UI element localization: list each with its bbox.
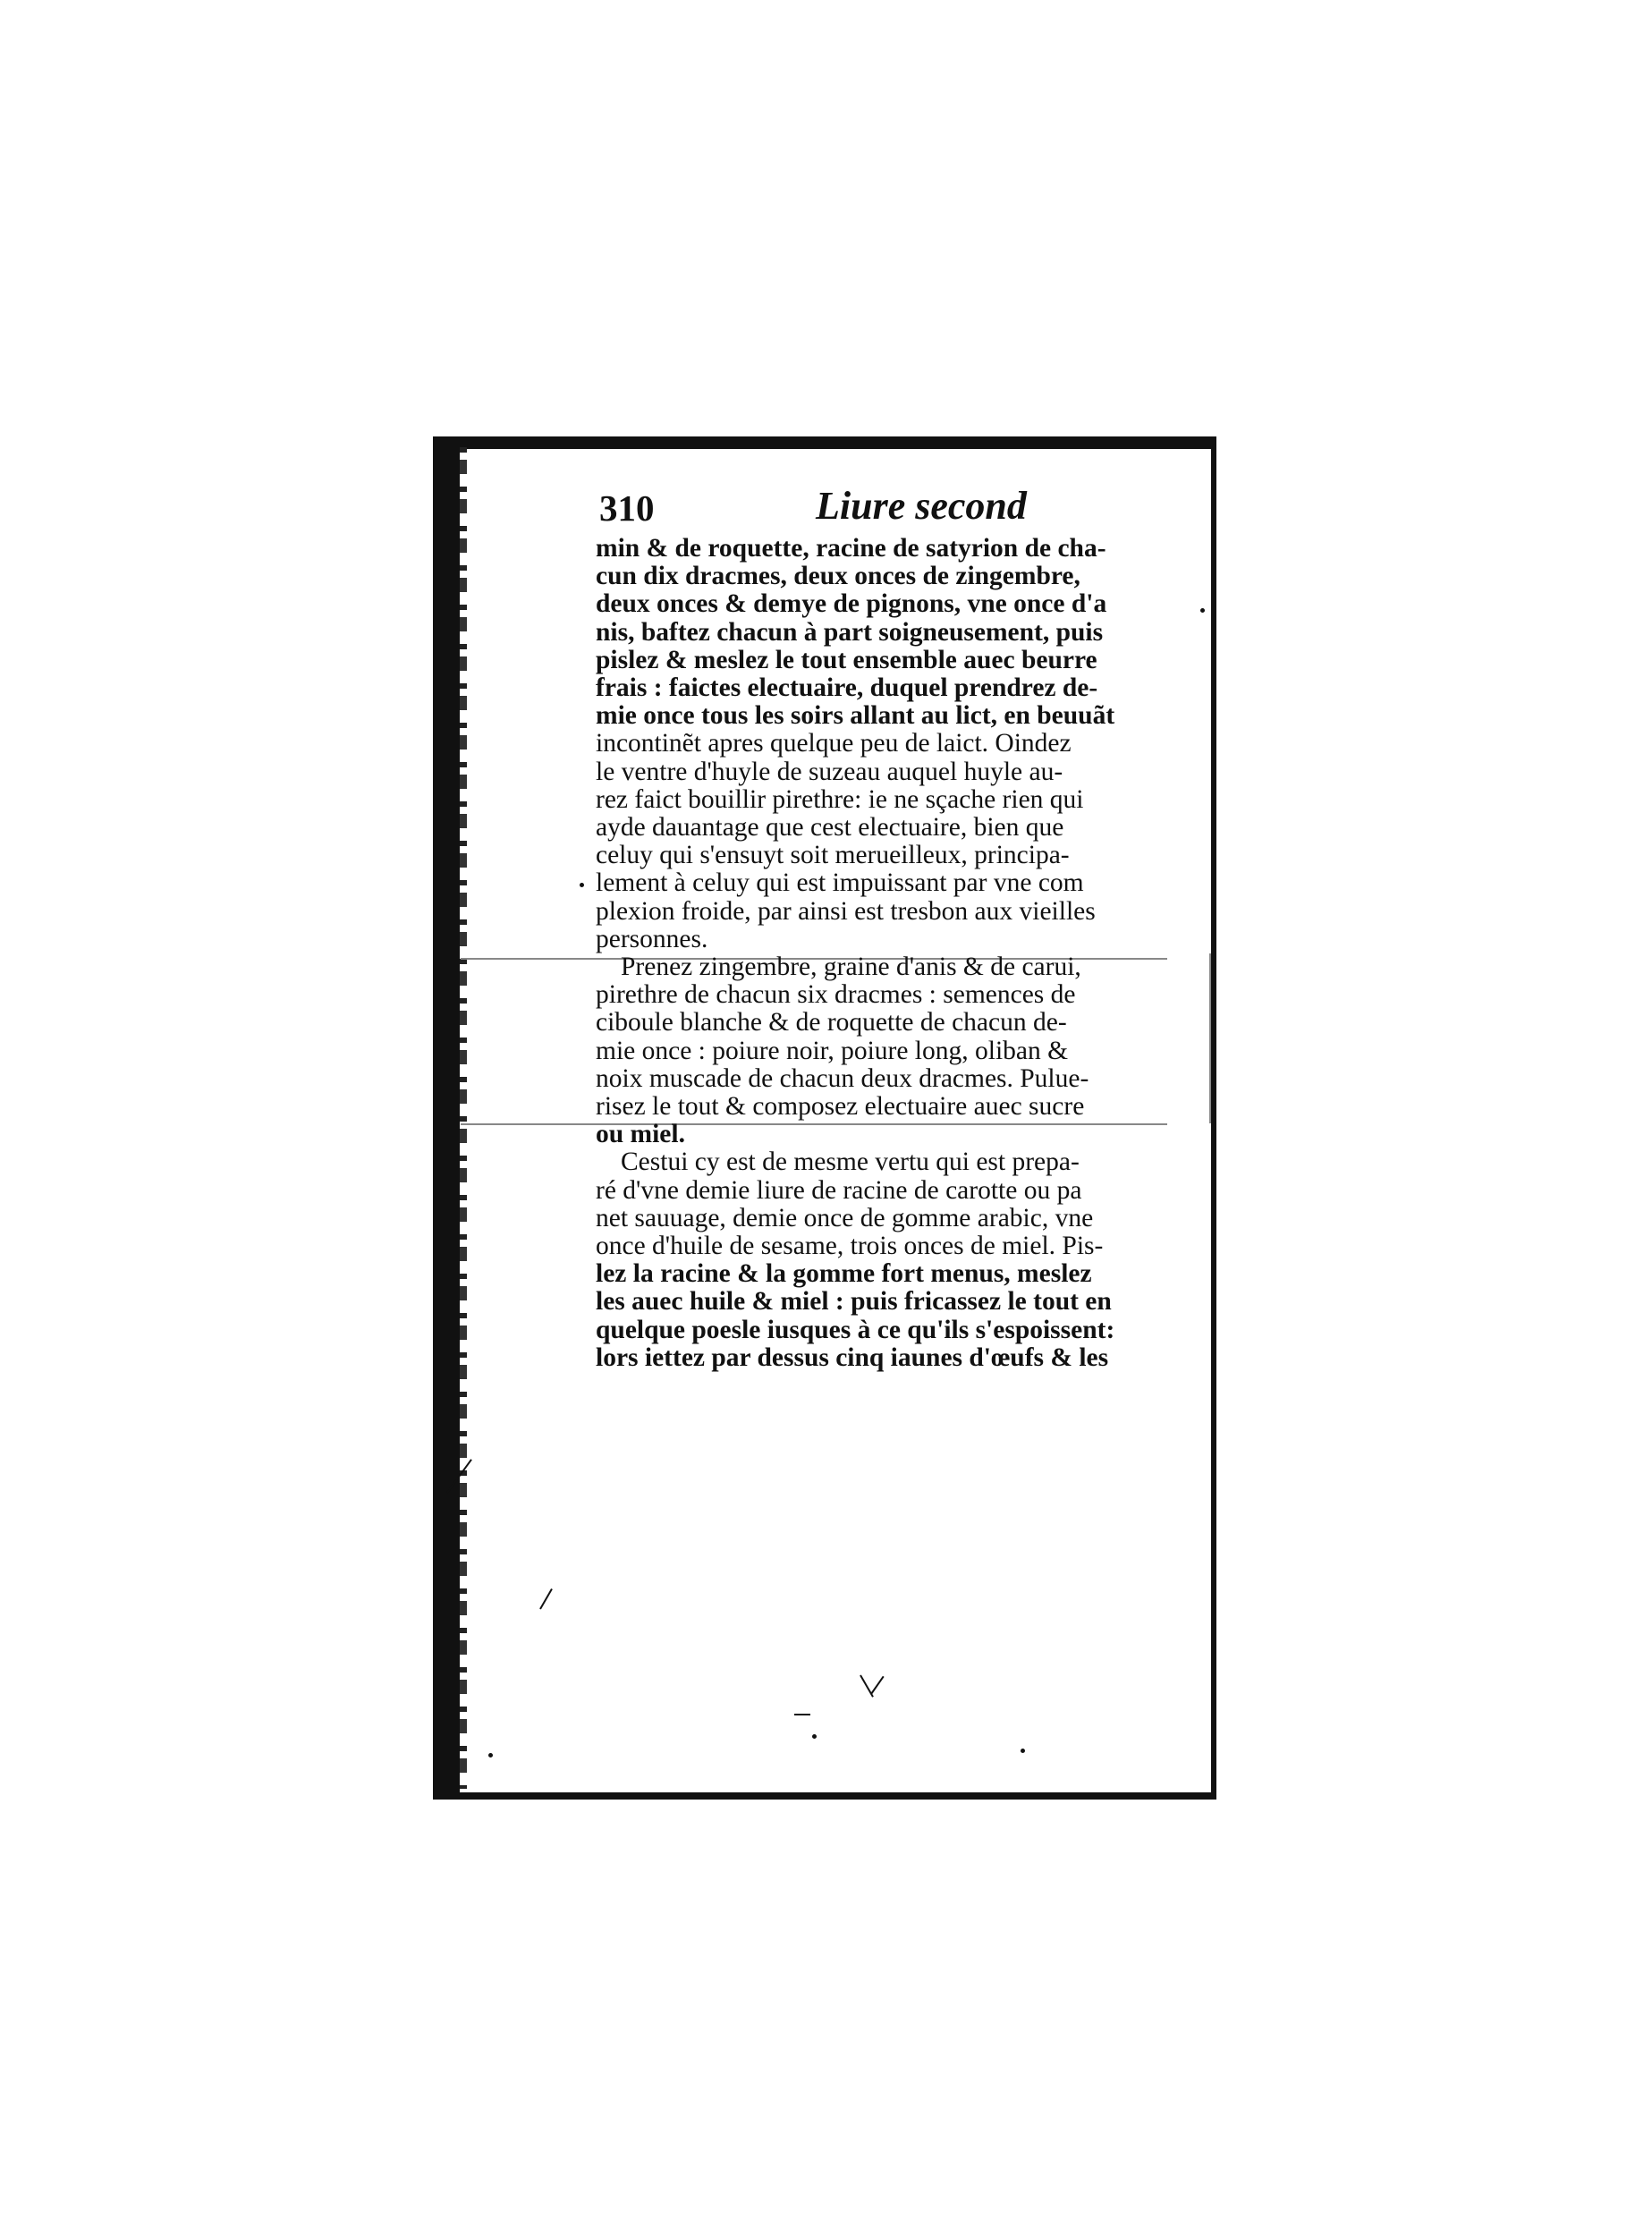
text-line: Cestui cy est de mesme vertu qui est prepa-: [621, 1148, 1080, 1177]
text-line: lez la racine & la gomme fort menus, meslez: [596, 1259, 1092, 1289]
text-line: Prenez zingembre, graine d'anis & de carui,: [621, 953, 1081, 982]
text-line: frais : faictes electuaire, duquel prendrez de-: [596, 673, 1098, 703]
text-line: nis, baftez chacun à part soigneusement, puis: [596, 617, 1104, 647]
page-text: [596, 483, 1177, 1372]
text-line: incontinẽt apres quelque peu de laict. Oindez: [596, 729, 1072, 758]
text-line: lement à celuy qui est impuissant par vne com: [596, 868, 1084, 898]
text-line: le ventre d'huyle de suzeau auquel huyle au-: [596, 757, 1063, 786]
page-bottom-edge: [433, 1792, 1216, 1800]
page-binding-shadow: [460, 447, 467, 1789]
text-line: deux onces & demye de pignons, vne once d'a: [596, 589, 1107, 619]
text-line: les auec huile & miel : puis fricassez le tout en: [596, 1287, 1112, 1317]
text-line: mie once tous les soirs allant au lict, en beuuãt: [596, 701, 1115, 731]
text-line: pislez & meslez le tout ensemble auec beurre: [596, 645, 1097, 674]
text-line: min & de roquette, racine de satyrion de cha-: [596, 534, 1106, 563]
running-head: [596, 483, 1177, 535]
text-line: personnes.: [596, 924, 708, 953]
page-right-edge: [1211, 436, 1216, 1800]
text-line: celuy qui s'ensuyt soit merueilleux, principa-: [596, 841, 1070, 870]
text-line: rez faict bouillir pirethre: ie ne sçache rien qui: [596, 784, 1084, 814]
ink-dot: [1200, 608, 1205, 613]
margin-line: [1209, 953, 1211, 1123]
text-line: noix muscade de chacun deux dracmes. Pulue-: [596, 1063, 1089, 1093]
text-line: ou miel.: [596, 1120, 685, 1149]
text-line: quelque poesle iusques à ce qu'ils s'espoissent:: [596, 1315, 1115, 1344]
text-line: ré d'vne demie liure de racine de carotte ou pa: [596, 1175, 1082, 1205]
text-line: cun dix dracmes, deux onces de zingembre,: [596, 562, 1080, 591]
ink-dot: [812, 1734, 817, 1739]
text-line: net sauuage, demie once de gomme arabic, vne: [596, 1203, 1094, 1232]
text-line: ciboule blanche & de roquette de chacun de-: [596, 1008, 1067, 1038]
header-title: Liure second: [816, 484, 1027, 528]
page-left-edge: [433, 436, 460, 1800]
ink-dot: [488, 1753, 493, 1757]
ink-dot: [1021, 1749, 1025, 1753]
text-line: once d'huile de sesame, trois onces de miel. Pis-: [596, 1232, 1104, 1261]
text-line: risez le tout & composez electuaire auec sucre: [596, 1092, 1085, 1122]
page-top-edge: [433, 436, 1216, 449]
page-number: 310: [599, 487, 655, 529]
text-line: ayde dauantage que cest electuaire, bien que: [596, 813, 1064, 843]
stray-pen-mark: [794, 1714, 810, 1715]
text-line: pirethre de chacun six dracmes : semences de: [596, 980, 1076, 1010]
text-line: lors iettez par dessus cinq iaunes d'œufs & les: [596, 1342, 1109, 1372]
text-line: mie once : poiure noir, poiure long, oliban &: [596, 1036, 1069, 1065]
ink-dot: [580, 883, 584, 887]
text-line: plexion froide, par ainsi est tresbon aux vieilles: [596, 896, 1096, 926]
